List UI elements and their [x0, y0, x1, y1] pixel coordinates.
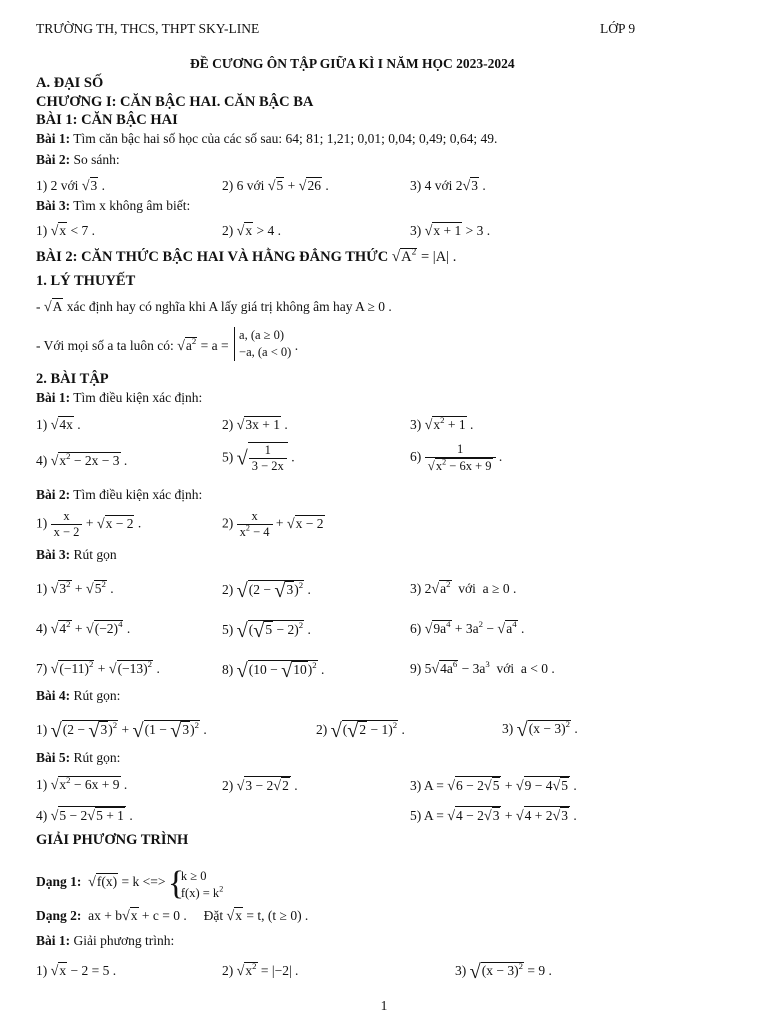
- l1-ex3-item1: 1) √x < 7 .: [36, 223, 96, 239]
- identity-formula: $√A^2 = |A|$ .: [391, 247, 457, 265]
- exercises-heading: 2. BÀI TẬP: [36, 371, 109, 387]
- ex-b3-label: Bài 3:: [36, 547, 71, 562]
- ex-b3-item1: 1) $√3^2 + √5^2$ .: [36, 578, 114, 597]
- l1-ex1: [36, 131, 497, 147]
- lesson2-title: BÀI 2: CĂN THỨC BẬC HAI VÀ HẰNG ĐẲNG THỨC: [36, 249, 389, 265]
- ex-b1-item2: 2) √3x + 1 .: [222, 417, 288, 433]
- grade-label: LỚP 9: [600, 21, 636, 36]
- ex-b3-item6: 6) $√9a^4 + 3a^2 - √a^4$ .: [410, 618, 525, 637]
- lesson2-heading: [36, 248, 456, 265]
- ex-b1-label: Bài 1:: [36, 390, 71, 405]
- solve-b1-item3: 3) $√(x - 3)^2 = 9$ .: [455, 960, 552, 983]
- ex-b3: [36, 547, 117, 563]
- document-title: ĐỀ CƯƠNG ÔN TẬP GIỮA KÌ I NĂM HỌC 2023-2024: [190, 56, 515, 71]
- l1-ex2-text: So sánh:: [73, 152, 120, 167]
- theory-line1-text: xác định hay có nghĩa khi A lấy giá trị không âm hay: [66, 299, 353, 314]
- ex-b3-item5: 5) $√(√5 - 2)^2$ .: [222, 619, 311, 642]
- l1-ex1-label: Bài 1:: [36, 131, 71, 146]
- ex-b3-item2: 2) $√(2 - √3)^2$ .: [222, 579, 311, 602]
- l1-ex2: [36, 152, 120, 168]
- theory-line1: - √A xác định hay có nghĩa khi A lấy giá trị không âm hay A ≥ 0 .: [36, 299, 392, 315]
- solve-type1: Dạng 1: √f(x) = k <=> { k ≥ 0 $f(x) = k^2$: [36, 866, 223, 900]
- page-number: 1: [380, 998, 388, 1013]
- ex-b1-text: Tìm điều kiện xác định:: [73, 390, 203, 405]
- ex-b3-item7: 7) $√(-11)^2 + √(-13)^2$ .: [36, 658, 160, 677]
- ex-b5-item4: 4) √5 − 2√5 + 1 .: [36, 808, 133, 824]
- school-name: TRƯỜNG TH, THCS, THPT SKY-LINE: [36, 21, 260, 36]
- system-brace: { k ≥ 0 $f(x) = k^2$: [171, 868, 223, 902]
- ex-b1-item4: 4) $√x^2 - 2x - 3$ .: [36, 450, 128, 469]
- ex-b4-item1: 1) $√(2 - √3)^2 + √(1 - √3)^2$ .: [36, 719, 207, 742]
- ex-b4: [36, 688, 120, 704]
- solve-type1-label: Dạng 1:: [36, 874, 82, 890]
- l1-ex1-text: Tìm căn bậc hai số học của các số sau: 64; 81; 1,21; 0,01; 0,04; 0,49; 0,64; 49.: [73, 131, 498, 146]
- solve-b1: [36, 933, 174, 949]
- piecewise-bracket: a, (a ≥ 0) −a, (a < 0): [234, 327, 291, 361]
- l1-ex3-item3: 3) √x + 1 > 3 .: [410, 223, 491, 239]
- chapter-heading: CHƯƠNG I: CĂN BẬC HAI. CĂN BẬC BA: [36, 94, 314, 110]
- part-a-heading: A. ĐẠI SỐ: [36, 75, 104, 91]
- solve-b1-text: Giải phương trình:: [73, 933, 175, 948]
- ex-b3-item3: 3) $2√a^2$ với a ≥ 0 .: [410, 578, 517, 597]
- solve-type2-set: Đặt: [203, 908, 224, 923]
- l1-ex2-item2: 2) 6 với √5 + √26 .: [222, 178, 329, 194]
- ex-b5-label: Bài 5:: [36, 750, 71, 765]
- solve-heading: GIẢI PHƯƠNG TRÌNH: [36, 832, 189, 848]
- ex-b1-item3: 3) $√x^2 + 1$ .: [410, 414, 474, 433]
- ex-b3-item8: 8) $√(10 - √10)^2$ .: [222, 659, 325, 682]
- l1-ex3-text: Tìm x không âm biết:: [73, 198, 191, 213]
- ex-b5-item5: 5) A = √4 − 2√3 + √4 + 2√3 .: [410, 808, 577, 824]
- solve-b1-item2: 2) $√x^2 = |-2|$ .: [222, 960, 299, 979]
- ex-b5-item3: 3) A = √6 − 2√5 + √9 − 4√5 .: [410, 778, 577, 794]
- ex-b4-text: Rút gọn:: [73, 688, 121, 703]
- l1-ex3: [36, 198, 190, 214]
- solve-b1-item1: 1) √x − 2 = 5 .: [36, 963, 117, 979]
- ex-b5-text: Rút gọn:: [73, 750, 121, 765]
- ex-b1: [36, 390, 202, 406]
- ex-b1-item1: 1) √4x .: [36, 417, 81, 433]
- l1-ex2-item3: 3) 4 với 2√3 .: [410, 178, 486, 194]
- solve-type2: Dạng 2: ax + b√x + c = 0 . Đặt √x = t, (t ≥ 0) .: [36, 908, 309, 924]
- ex-b1-item6: 6) $\frac{1}{√x^2 - 6x + 9}$ .: [410, 442, 503, 473]
- ex-b4-item2: 2) $√(√2 - 1)^2$ .: [316, 719, 405, 742]
- theory-line2: - Với mọi số a ta luôn có: $√a^2 = a = a$, (a ≥ 0) −a, (a < 0) .: [36, 328, 299, 359]
- ex-b2-text: Tìm điều kiện xác định:: [73, 487, 203, 502]
- l1-ex2-label: Bài 2:: [36, 152, 71, 167]
- ex-b5-item2: 2) √3 − 2√2 .: [222, 778, 298, 794]
- ex-b3-text: Rút gọn: [73, 547, 117, 562]
- ex-b3-item9: 9) $5√4a^6 - 3a^3$ với a < 0 .: [410, 658, 555, 677]
- theory-line2-text: - Với mọi số a ta luôn có:: [36, 338, 174, 354]
- l1-ex3-label: Bài 3:: [36, 198, 71, 213]
- ex-b2: [36, 487, 202, 503]
- ex-b5-item1: 1) $√x^2 - 6x + 9$ .: [36, 774, 128, 793]
- ex-b2-label: Bài 2:: [36, 487, 71, 502]
- ex-b4-item3: 3) $√(x - 3)^2$ .: [502, 718, 578, 741]
- ex-b3-item4: 4) $√4^2 + √(-2)^4$ .: [36, 618, 131, 637]
- solve-b1-label: Bài 1:: [36, 933, 71, 948]
- l1-ex2-item1: 1) 2 với √3 .: [36, 178, 106, 194]
- ex-b1-item5: 5) √ $\frac{1}{3 - 2x}$ .: [222, 443, 295, 473]
- lesson1-heading: BÀI 1: CĂN BẬC HAI: [36, 112, 178, 128]
- ex-b2-item2: 2) $\frac{x}{x^2 - 4}$ + √x − 2: [222, 509, 324, 539]
- ex-b5: [36, 750, 120, 766]
- ex-b4-label: Bài 4:: [36, 688, 71, 703]
- theory-heading: 1. LÝ THUYẾT: [36, 273, 136, 289]
- solve-type2-label: Dạng 2:: [36, 908, 82, 923]
- l1-ex3-item2: 2) √x > 4 .: [222, 223, 282, 239]
- ex-b2-item1: 1) $\frac{x}{x - 2}$ + √x − 2 .: [36, 509, 142, 539]
